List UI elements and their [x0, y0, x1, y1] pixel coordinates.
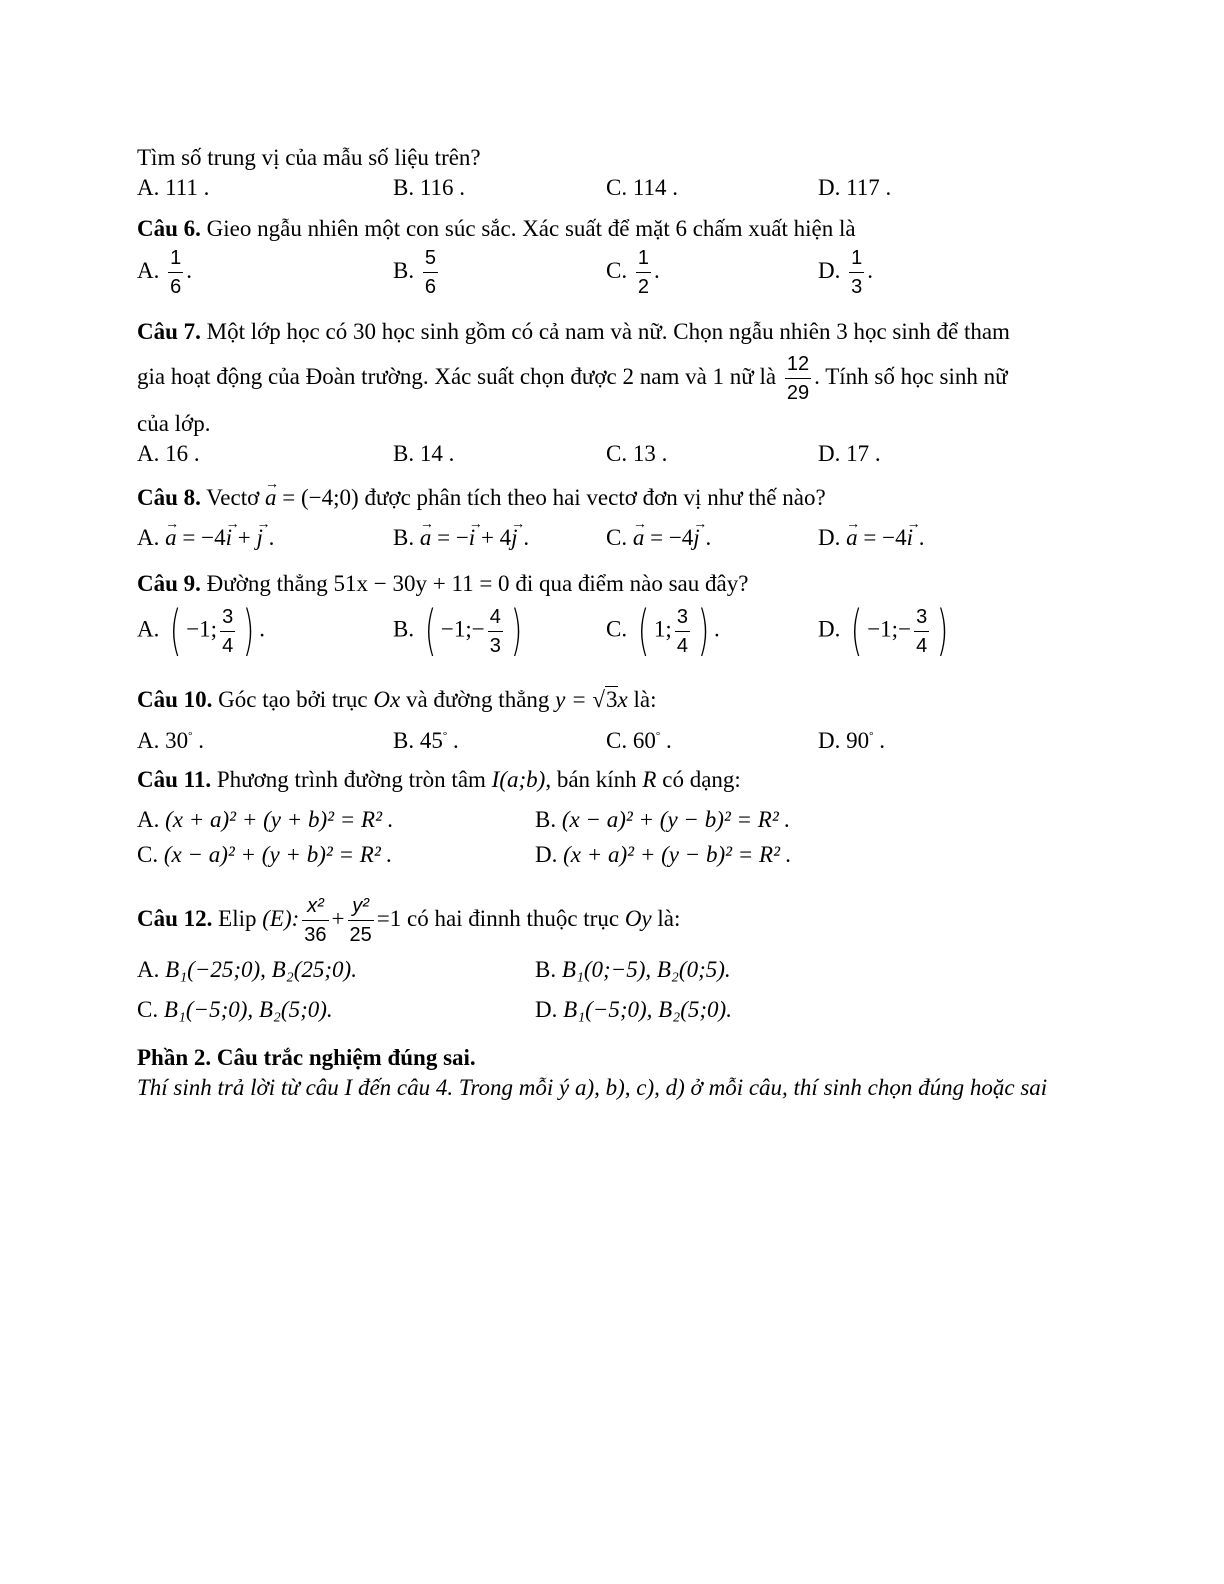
option-c: C. B₁(−5;0), B₂(5;0).: [137, 997, 333, 1022]
question-text: Gieo ngẫu nhiên một con súc sắc. Xác suất để mặt 6 chấm xuất hiện là: [200, 216, 856, 241]
option-b: B. 116 .: [393, 175, 465, 200]
fraction: $\frac{1}{2}$: [637, 247, 649, 298]
option-b: B. 45° .: [393, 728, 459, 753]
option-b: B. a → = −i → + 4j → .: [393, 524, 529, 552]
question-median: Tìm số trung vị của mẫu số liệu trên?: [137, 145, 481, 170]
option-a: A. a → = −4i → + j → .: [137, 524, 274, 552]
option-b: B. B₁(0;−5), B₂(0;5).: [535, 957, 731, 982]
option-d: D. ( −1;− $\frac{3}{4}$ ): [818, 599, 949, 662]
option-c: C. 114 .: [606, 175, 678, 200]
option-a: A. 30° .: [137, 728, 205, 753]
question-6: [137, 215, 856, 243]
question-label: Câu 10.: [137, 687, 213, 712]
option-d: D. a → = −4i → .: [818, 524, 924, 552]
option-a: A. B₁(−25;0), B₂(25;0).: [137, 957, 357, 982]
option-d: D. B₁(−5;0), B₂(5;0).: [535, 997, 732, 1022]
option-d: D. 117 .: [818, 175, 892, 200]
option-a: A. 111 .: [137, 175, 210, 200]
option-a: A. 16 .: [137, 441, 200, 466]
question-10: Câu 10. Góc tạo bởi trục Ox và đường thẳng y = √3x là:: [137, 687, 657, 712]
fraction: $\frac{1}{3}$: [851, 247, 863, 298]
question-label: Câu 11.: [137, 767, 212, 792]
option-c: C. 13 .: [606, 441, 668, 466]
question-label: Câu 7.: [137, 319, 201, 344]
fraction: $\frac{12}{29}$: [786, 353, 810, 405]
option-b: B. ( −1;− $\frac{4}{3}$ ): [393, 599, 523, 662]
option-a: A. $\frac{1}{6}$ .: [137, 247, 192, 298]
option-d: D. (x + a)² + (y − b)² = R² .: [535, 842, 792, 867]
vector-a: a →: [265, 484, 277, 512]
option-d: D. $\frac{1}{3}$ .: [818, 247, 873, 298]
question-9: Câu 9. Đường thẳng 51x − 30y + 11 = 0 đi qua điểm nào sau đây?: [137, 571, 749, 596]
question-label: Câu 12.: [137, 906, 213, 931]
question-label: Câu 6.: [137, 216, 201, 241]
part-2-title: Phần 2. Câu trắc nghiệm đúng sai.: [137, 1045, 476, 1070]
option-d: D. 17 .: [818, 441, 881, 466]
question-label: Câu 8.: [137, 485, 201, 510]
option-c: C. ( 1; $\frac{3}{4}$ ) .: [606, 599, 720, 662]
question-7: Câu 7. Một lớp học có 30 học sinh gồm có cả nam và nữ. Chọn ngẫu nhiên 3 học sinh để tham: [137, 319, 1010, 344]
question-12: Câu 12. Elip (E): $\frac{\text{x²}}{36}$ + $\frac{\text{y²}}{25}$ =1 có hai đinnh thuộc trục Oy là:: [137, 895, 681, 947]
option-c: C. a → = −4j → .: [606, 524, 711, 552]
option-b: B. (x − a)² + (y − b)² = R² .: [535, 807, 791, 832]
line-equation: 51x − 30y + 11 = 0: [333, 571, 510, 596]
option-a: A. ( −1; $\frac{3}{4}$ ) .: [137, 599, 266, 662]
option-d: D. 90° .: [818, 728, 886, 753]
fraction: $\frac{1}{6}$: [170, 247, 182, 298]
option-c: C. $\frac{1}{2}$ .: [606, 247, 660, 298]
part-2-instruction: Thí sinh trả lời từ câu I đến câu 4. Trong mỗi ý a), b), c), d) ở mỗi câu, thí sinh chọn đúng hoặc sai: [137, 1075, 1048, 1100]
question-label: Câu 9.: [137, 571, 201, 596]
option-c: C. (x − a)² + (y + b)² = R² .: [137, 842, 393, 867]
option-c: C. 60° .: [606, 728, 672, 753]
fraction: $\frac{5}{6}$: [424, 247, 436, 298]
option-b: B. $\frac{5}{6}$: [393, 247, 436, 298]
question-7-line-2: gia hoạt động của Đoàn trường. Xác suất chọn được 2 nam và 1 nữ là $\frac{12}{29}$ . Tính số học sinh nữ: [137, 353, 1008, 405]
question-7-line-3: của lớp.: [137, 411, 211, 436]
option-b: B. 14 .: [393, 441, 455, 466]
question-8: Câu 8. Vectơ a → = (−4;0) được phân tích theo hai vectơ đơn vị như thế nào?: [137, 484, 826, 512]
option-a: A. (x + a)² + (y + b)² = R² .: [137, 807, 394, 832]
question-11: Câu 11. Phương trình đường tròn tâm I(a;b), bán kính R có dạng:: [137, 767, 741, 792]
